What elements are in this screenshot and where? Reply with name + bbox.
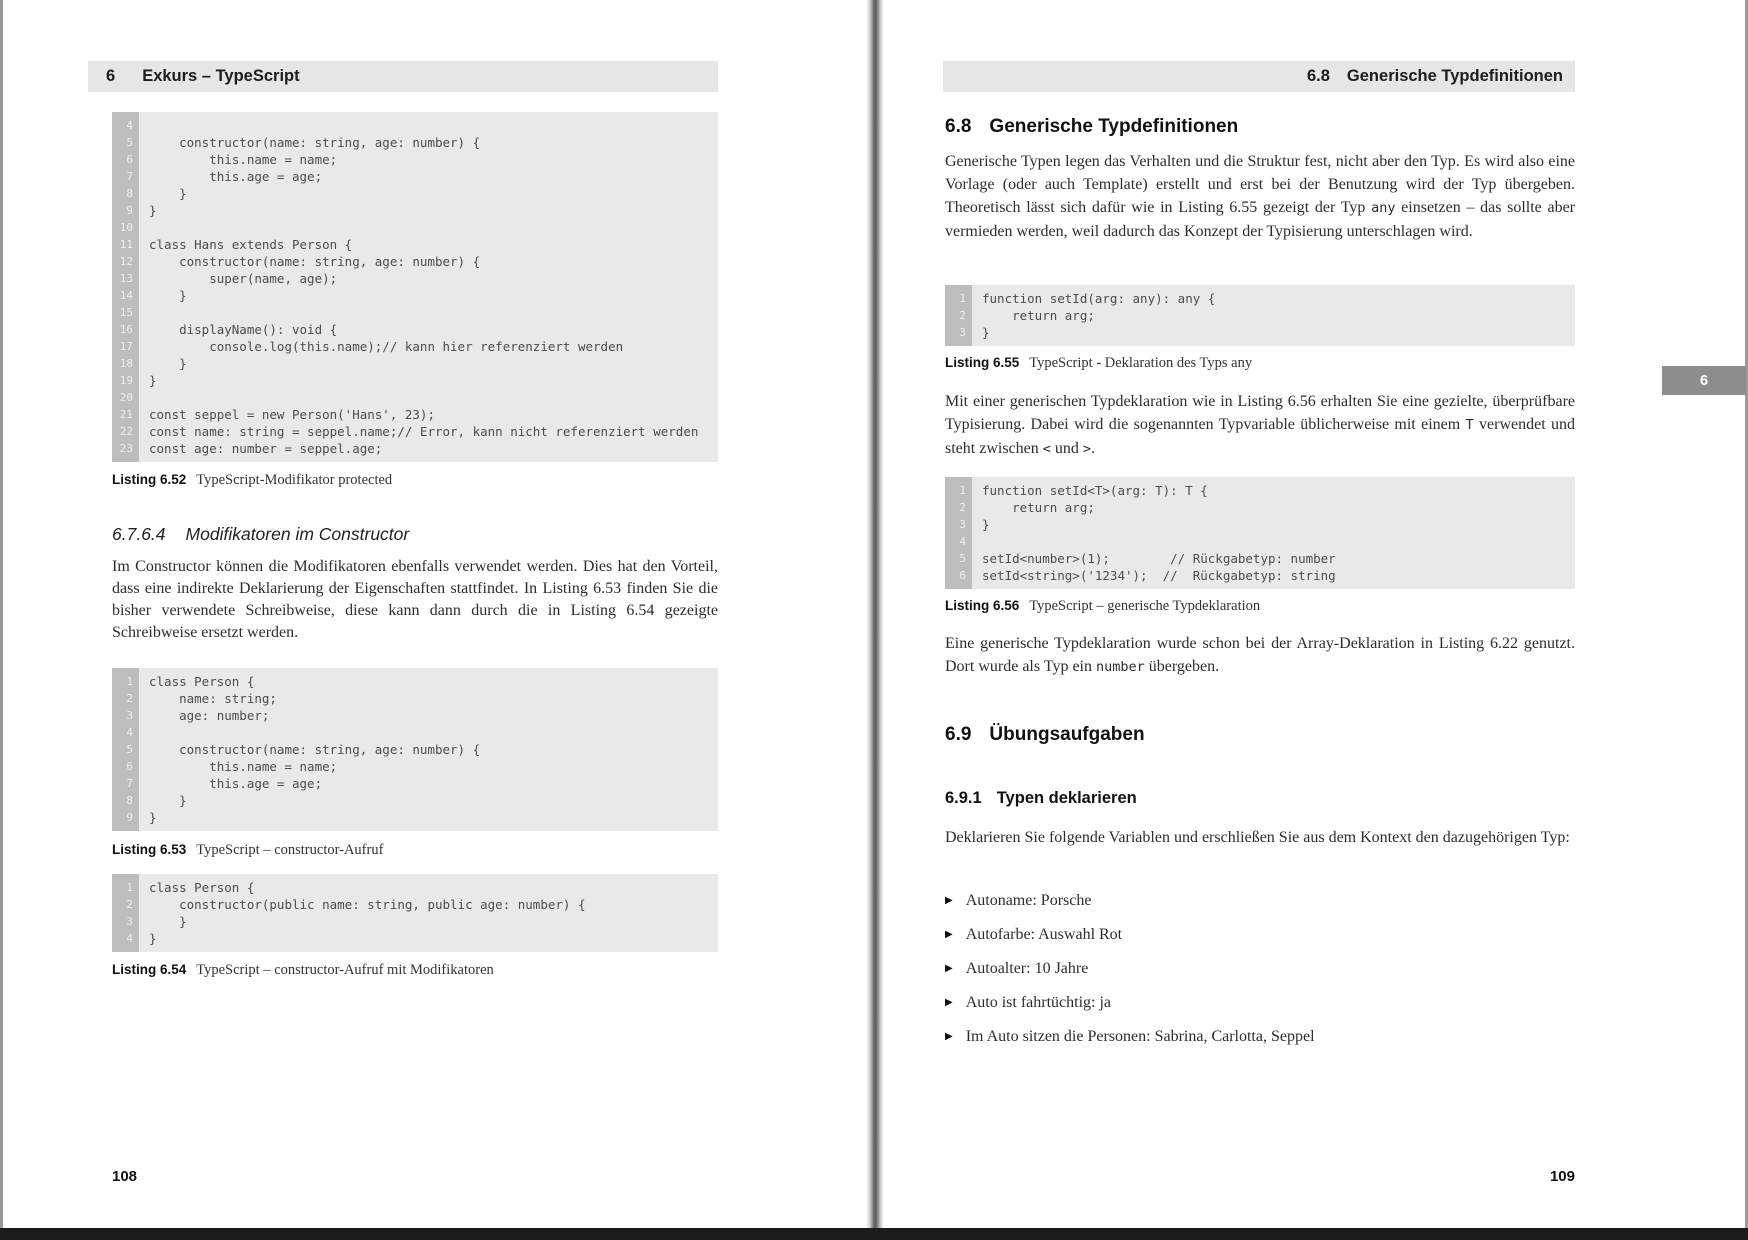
list-item bbox=[945, 890, 1575, 911]
code-line-row bbox=[945, 341, 1575, 346]
inline-code: T bbox=[1465, 417, 1474, 433]
line-number: 4 bbox=[112, 117, 139, 134]
list-item bbox=[945, 924, 1575, 945]
code-text bbox=[972, 341, 1575, 346]
line-number: 22 bbox=[112, 423, 139, 440]
paragraph-modifikatoren: Im Constructor können die Modifikatoren ebenfalls verwendet werden. Dies hat den Vorteil, dass eine indirekte Deklarierung der Eigenschaften stattfindet. In Listing 6.53 finden Sie die bisher verwendete Schreibweise, diese kann dann durch die in Listing 6.54 gezeigte Schreibweise ersetzt werden. bbox=[112, 558, 718, 641]
line-number: 16 bbox=[112, 321, 139, 338]
code-text: } bbox=[149, 356, 187, 371]
code-line-row bbox=[112, 826, 718, 831]
line-number: 6 bbox=[112, 758, 139, 775]
section-title: Übungsaufgaben bbox=[989, 724, 1145, 745]
code-line-row bbox=[112, 775, 718, 792]
line-number bbox=[945, 341, 972, 346]
code-text bbox=[139, 389, 718, 406]
code-text: } bbox=[149, 373, 157, 388]
line-number: 1 bbox=[945, 290, 972, 307]
code-line-row bbox=[112, 304, 718, 321]
section-number: 6.7.6.4 bbox=[112, 524, 166, 544]
code-line-row bbox=[112, 724, 718, 741]
line-number: 3 bbox=[112, 913, 139, 930]
code-text: console.log(this.name);// kann hier referenziert werden bbox=[149, 339, 624, 354]
text-segment: und bbox=[1050, 440, 1083, 457]
caption-label: Listing 6.54 bbox=[112, 962, 187, 977]
code-line-row bbox=[112, 673, 718, 690]
line-number: 20 bbox=[112, 389, 139, 406]
line-number: 15 bbox=[112, 304, 139, 321]
list-item-text: Im Auto sitzen die Personen: Sabrina, Carlotta, Seppel bbox=[965, 1028, 1315, 1045]
text-segment: übergeben. bbox=[1144, 658, 1220, 675]
section-title: Typen deklarieren bbox=[996, 789, 1137, 807]
code-text: class Person { bbox=[149, 880, 255, 895]
inline-code: any bbox=[1371, 200, 1396, 216]
code-text: } bbox=[149, 186, 187, 201]
code-line-row bbox=[945, 324, 1575, 341]
line-number: 3 bbox=[945, 324, 972, 341]
line-number: 8 bbox=[112, 792, 139, 809]
caption-listing-6-56 bbox=[945, 597, 1260, 615]
code-line-row bbox=[112, 253, 718, 270]
code-text: } bbox=[149, 810, 157, 825]
code-text: function setId<T>(arg: T): T { bbox=[982, 483, 1208, 498]
line-number: 7 bbox=[112, 775, 139, 792]
list-item-text: Autoname: Porsche bbox=[965, 892, 1092, 909]
code-text: constructor(public name: string, public age: number) { bbox=[149, 897, 586, 912]
code-line-row bbox=[112, 270, 718, 287]
code-text: name: string; bbox=[149, 691, 277, 706]
code-text: } bbox=[149, 203, 157, 218]
code-listing-6-56 bbox=[945, 477, 1575, 589]
code-text: } bbox=[982, 517, 990, 532]
code-text bbox=[139, 117, 718, 134]
code-line-row bbox=[112, 741, 718, 758]
line-number: 4 bbox=[112, 724, 139, 741]
line-number: 11 bbox=[112, 236, 139, 253]
triangle-bullet-icon: ▶ bbox=[945, 929, 953, 940]
code-line-row bbox=[945, 550, 1575, 567]
line-number: 17 bbox=[112, 338, 139, 355]
right-header-band bbox=[943, 61, 1575, 92]
caption-listing-6-55 bbox=[945, 354, 1252, 372]
code-text: } bbox=[149, 914, 187, 929]
triangle-bullet-icon: ▶ bbox=[945, 963, 953, 974]
caption-label: Listing 6.55 bbox=[945, 355, 1020, 370]
list-item bbox=[945, 992, 1575, 1013]
book-bottom-edge bbox=[0, 1228, 1748, 1240]
code-text: setId<number>(1); // Rückgabetyp: number bbox=[982, 551, 1336, 566]
code-text: super(name, age); bbox=[149, 271, 338, 286]
list-item-text: Auto ist fahrtüchtig: ja bbox=[965, 994, 1112, 1011]
code-text bbox=[139, 219, 718, 236]
code-line-row bbox=[112, 219, 718, 236]
text-segment: einsetzen – das sollte aber vermieden werden, weil dadurch das Konzept der Typisierung unterschlagen wird. bbox=[945, 199, 1576, 240]
code-line-row bbox=[112, 372, 718, 389]
code-text: return arg; bbox=[982, 308, 1095, 323]
code-line-row bbox=[112, 896, 718, 913]
code-listing-6-55 bbox=[945, 285, 1575, 346]
caption-text: TypeScript-Modifikator protected bbox=[196, 472, 393, 488]
line-number: 2 bbox=[945, 307, 972, 324]
code-text bbox=[139, 826, 718, 831]
list-item bbox=[945, 958, 1575, 979]
caption-label: Listing 6.56 bbox=[945, 598, 1020, 613]
code-line-row bbox=[112, 168, 718, 185]
paragraph-generische-typen bbox=[945, 150, 1575, 243]
code-line-row bbox=[945, 307, 1575, 324]
code-line-row bbox=[112, 707, 718, 724]
code-line-row bbox=[112, 690, 718, 707]
code-text: class Person { bbox=[149, 674, 255, 689]
list-item-text: Autofarbe: Auswahl Rot bbox=[965, 926, 1123, 943]
code-text: setId<string>('1234'); // Rückgabetyp: string bbox=[982, 568, 1336, 583]
code-line-row bbox=[112, 947, 718, 952]
code-text: this.age = age; bbox=[149, 776, 323, 791]
code-line-row bbox=[945, 567, 1575, 584]
code-line-row bbox=[945, 482, 1575, 499]
code-line-row bbox=[945, 499, 1575, 516]
triangle-bullet-icon: ▶ bbox=[945, 1031, 953, 1042]
code-line-row bbox=[112, 406, 718, 423]
code-text bbox=[139, 304, 718, 321]
code-line-row bbox=[112, 151, 718, 168]
code-line-row bbox=[945, 584, 1575, 589]
code-text bbox=[139, 724, 718, 741]
code-line-row bbox=[112, 202, 718, 219]
inline-code: > bbox=[1082, 441, 1092, 457]
line-number: 12 bbox=[112, 253, 139, 270]
line-number: 14 bbox=[112, 287, 139, 304]
line-number: 3 bbox=[945, 516, 972, 533]
right-header-section-title: Generische Typdefinitionen bbox=[1346, 67, 1563, 85]
code-text: } bbox=[149, 931, 157, 946]
caption-listing-6-54 bbox=[112, 961, 494, 979]
left-header-band bbox=[88, 61, 718, 92]
code-listing-6-54 bbox=[112, 874, 718, 952]
code-line-row bbox=[112, 355, 718, 372]
paragraph-typdeklaration bbox=[945, 390, 1575, 461]
line-number: 23 bbox=[112, 440, 139, 457]
text-segment: . bbox=[1091, 440, 1096, 457]
line-number bbox=[945, 584, 972, 589]
code-line-row bbox=[112, 287, 718, 304]
caption-listing-6-53 bbox=[112, 841, 383, 859]
code-text: constructor(name: string, age: number) { bbox=[149, 254, 481, 269]
page-left-edge bbox=[0, 0, 3, 1228]
caption-text: TypeScript - Deklaration des Typs any bbox=[1029, 355, 1253, 371]
code-line-row bbox=[112, 389, 718, 406]
caption-text: TypeScript – constructor-Aufruf bbox=[196, 842, 384, 858]
code-line-row bbox=[112, 440, 718, 457]
section-heading-6-9 bbox=[945, 724, 1145, 746]
list-item bbox=[945, 1026, 1575, 1047]
code-text: return arg; bbox=[982, 500, 1095, 515]
code-text: const age: number = seppel.age; bbox=[149, 441, 383, 456]
paragraph-aufgabe: Deklarieren Sie folgende Variablen und erschließen Sie aus dem Kontext den dazugehörigen Typ: bbox=[945, 829, 1570, 846]
code-line-row bbox=[112, 879, 718, 896]
caption-label: Listing 6.53 bbox=[112, 842, 187, 857]
code-text: displayName(): void { bbox=[149, 322, 338, 337]
left-header-chapter-title: Exkurs – TypeScript bbox=[142, 67, 300, 85]
code-line-row bbox=[112, 792, 718, 809]
code-line-row bbox=[112, 236, 718, 253]
code-line-row bbox=[112, 913, 718, 930]
code-text: const name: string = seppel.name;// Error, kann nicht referenziert werden bbox=[149, 424, 699, 439]
code-text: age: number; bbox=[149, 708, 270, 723]
line-number: 8 bbox=[112, 185, 139, 202]
code-listing-6-52 bbox=[112, 112, 718, 462]
code-text: constructor(name: string, age: number) { bbox=[149, 742, 481, 757]
caption-label: Listing 6.52 bbox=[112, 472, 187, 487]
caption-text: TypeScript – constructor-Aufruf mit Modifikatoren bbox=[196, 962, 494, 978]
line-number: 4 bbox=[945, 533, 972, 550]
section-title: Generische Typdefinitionen bbox=[989, 116, 1239, 137]
triangle-bullet-icon: ▶ bbox=[945, 997, 953, 1008]
line-number: 2 bbox=[112, 896, 139, 913]
code-line-row bbox=[112, 423, 718, 440]
line-number bbox=[112, 457, 139, 462]
text-segment: Mit einer generischen Typdeklaration wie in Listing 6.56 erhalten Sie eine gezielte, überprüfbare Typisierung. Dabei wird die sogenannten Typvariable üblicherweise mit einem bbox=[945, 393, 1575, 433]
section-heading-6-9-1 bbox=[945, 789, 1137, 808]
inline-code: < bbox=[1042, 441, 1051, 457]
line-number: 10 bbox=[112, 219, 139, 236]
text-segment: Generische Typen legen das Verhalten und die Struktur fest, nicht aber den Typ. Es wird also eine Vorlage (oder auch Template) erstellt und erst bei der Benutzung wird der Typ übergeben. Theoretisch lässt sich dafür wie in Listing 6.55 gezeigt der Typ bbox=[945, 153, 1575, 216]
line-number: 21 bbox=[112, 406, 139, 423]
code-line-row bbox=[945, 516, 1575, 533]
code-text: } bbox=[149, 288, 187, 303]
page-number-left: 108 bbox=[112, 1168, 138, 1185]
section-heading-6-7-6-4 bbox=[112, 524, 409, 545]
line-number: 7 bbox=[112, 168, 139, 185]
text-segment: verwendet und steht zwischen bbox=[945, 416, 1575, 457]
line-number: 13 bbox=[112, 270, 139, 287]
inline-code: number bbox=[1096, 659, 1145, 675]
code-text: this.name = name; bbox=[149, 152, 338, 167]
code-text bbox=[139, 457, 718, 462]
code-text: this.name = name; bbox=[149, 759, 338, 774]
line-number: 1 bbox=[112, 673, 139, 690]
paragraph-array-deklaration bbox=[945, 632, 1575, 679]
line-number: 5 bbox=[112, 134, 139, 151]
code-text: } bbox=[982, 325, 990, 340]
code-text: constructor(name: string, age: number) { bbox=[149, 135, 481, 150]
code-text bbox=[139, 947, 718, 952]
section-number: 6.9.1 bbox=[945, 789, 982, 807]
code-line-row bbox=[112, 185, 718, 202]
code-text bbox=[972, 584, 1575, 589]
code-text: } bbox=[149, 793, 187, 808]
code-line-row bbox=[112, 930, 718, 947]
caption-text: TypeScript – generische Typdeklaration bbox=[1029, 598, 1261, 614]
triangle-bullet-icon: ▶ bbox=[945, 895, 953, 906]
code-text: class Hans extends Person { bbox=[149, 237, 353, 252]
line-number: 18 bbox=[112, 355, 139, 372]
caption-listing-6-52 bbox=[112, 471, 392, 489]
code-line-row bbox=[112, 321, 718, 338]
section-number: 6.9 bbox=[945, 724, 972, 745]
line-number: 4 bbox=[112, 930, 139, 947]
code-text: function setId(arg: any): any { bbox=[982, 291, 1216, 306]
code-line-row bbox=[112, 117, 718, 134]
line-number: 6 bbox=[112, 151, 139, 168]
text-segment: Eine generische Typdeklaration wurde schon bei der Array-Deklaration in Listing 6.22 genutzt. Dort wurde als Typ ein bbox=[945, 635, 1575, 675]
line-number: 2 bbox=[945, 499, 972, 516]
line-number: 9 bbox=[112, 202, 139, 219]
line-number: 6 bbox=[945, 567, 972, 584]
code-line-row bbox=[112, 758, 718, 775]
page-number-right: 109 bbox=[1549, 1168, 1575, 1185]
code-line-row bbox=[112, 457, 718, 462]
line-number: 9 bbox=[112, 809, 139, 826]
code-listing-6-53 bbox=[112, 668, 718, 831]
left-header-chapter-number: 6 bbox=[106, 67, 116, 85]
line-number bbox=[112, 947, 139, 952]
right-header-section-number: 6.8 bbox=[1306, 67, 1330, 85]
chapter-tab: 6 bbox=[1662, 366, 1746, 395]
line-number: 1 bbox=[945, 482, 972, 499]
code-text: const seppel = new Person('Hans', 23); bbox=[149, 407, 435, 422]
line-number: 3 bbox=[112, 707, 139, 724]
line-number: 2 bbox=[112, 690, 139, 707]
section-number: 6.8 bbox=[945, 116, 972, 137]
code-line-row bbox=[112, 809, 718, 826]
line-number: 19 bbox=[112, 372, 139, 389]
line-number: 1 bbox=[112, 879, 139, 896]
code-line-row bbox=[112, 338, 718, 355]
exercise-bullet-list bbox=[945, 890, 1575, 1060]
code-line-row bbox=[945, 290, 1575, 307]
line-number: 5 bbox=[945, 550, 972, 567]
section-title: Modifikatoren im Constructor bbox=[185, 524, 410, 544]
code-text: this.age = age; bbox=[149, 169, 323, 184]
section-heading-6-8 bbox=[945, 116, 1238, 138]
line-number: 5 bbox=[112, 741, 139, 758]
code-line-row bbox=[112, 134, 718, 151]
list-item-text: Autoalter: 10 Jahre bbox=[965, 960, 1089, 977]
book-gutter bbox=[866, 0, 884, 1228]
code-text bbox=[972, 533, 1575, 550]
code-line-row bbox=[945, 533, 1575, 550]
line-number bbox=[112, 826, 139, 831]
